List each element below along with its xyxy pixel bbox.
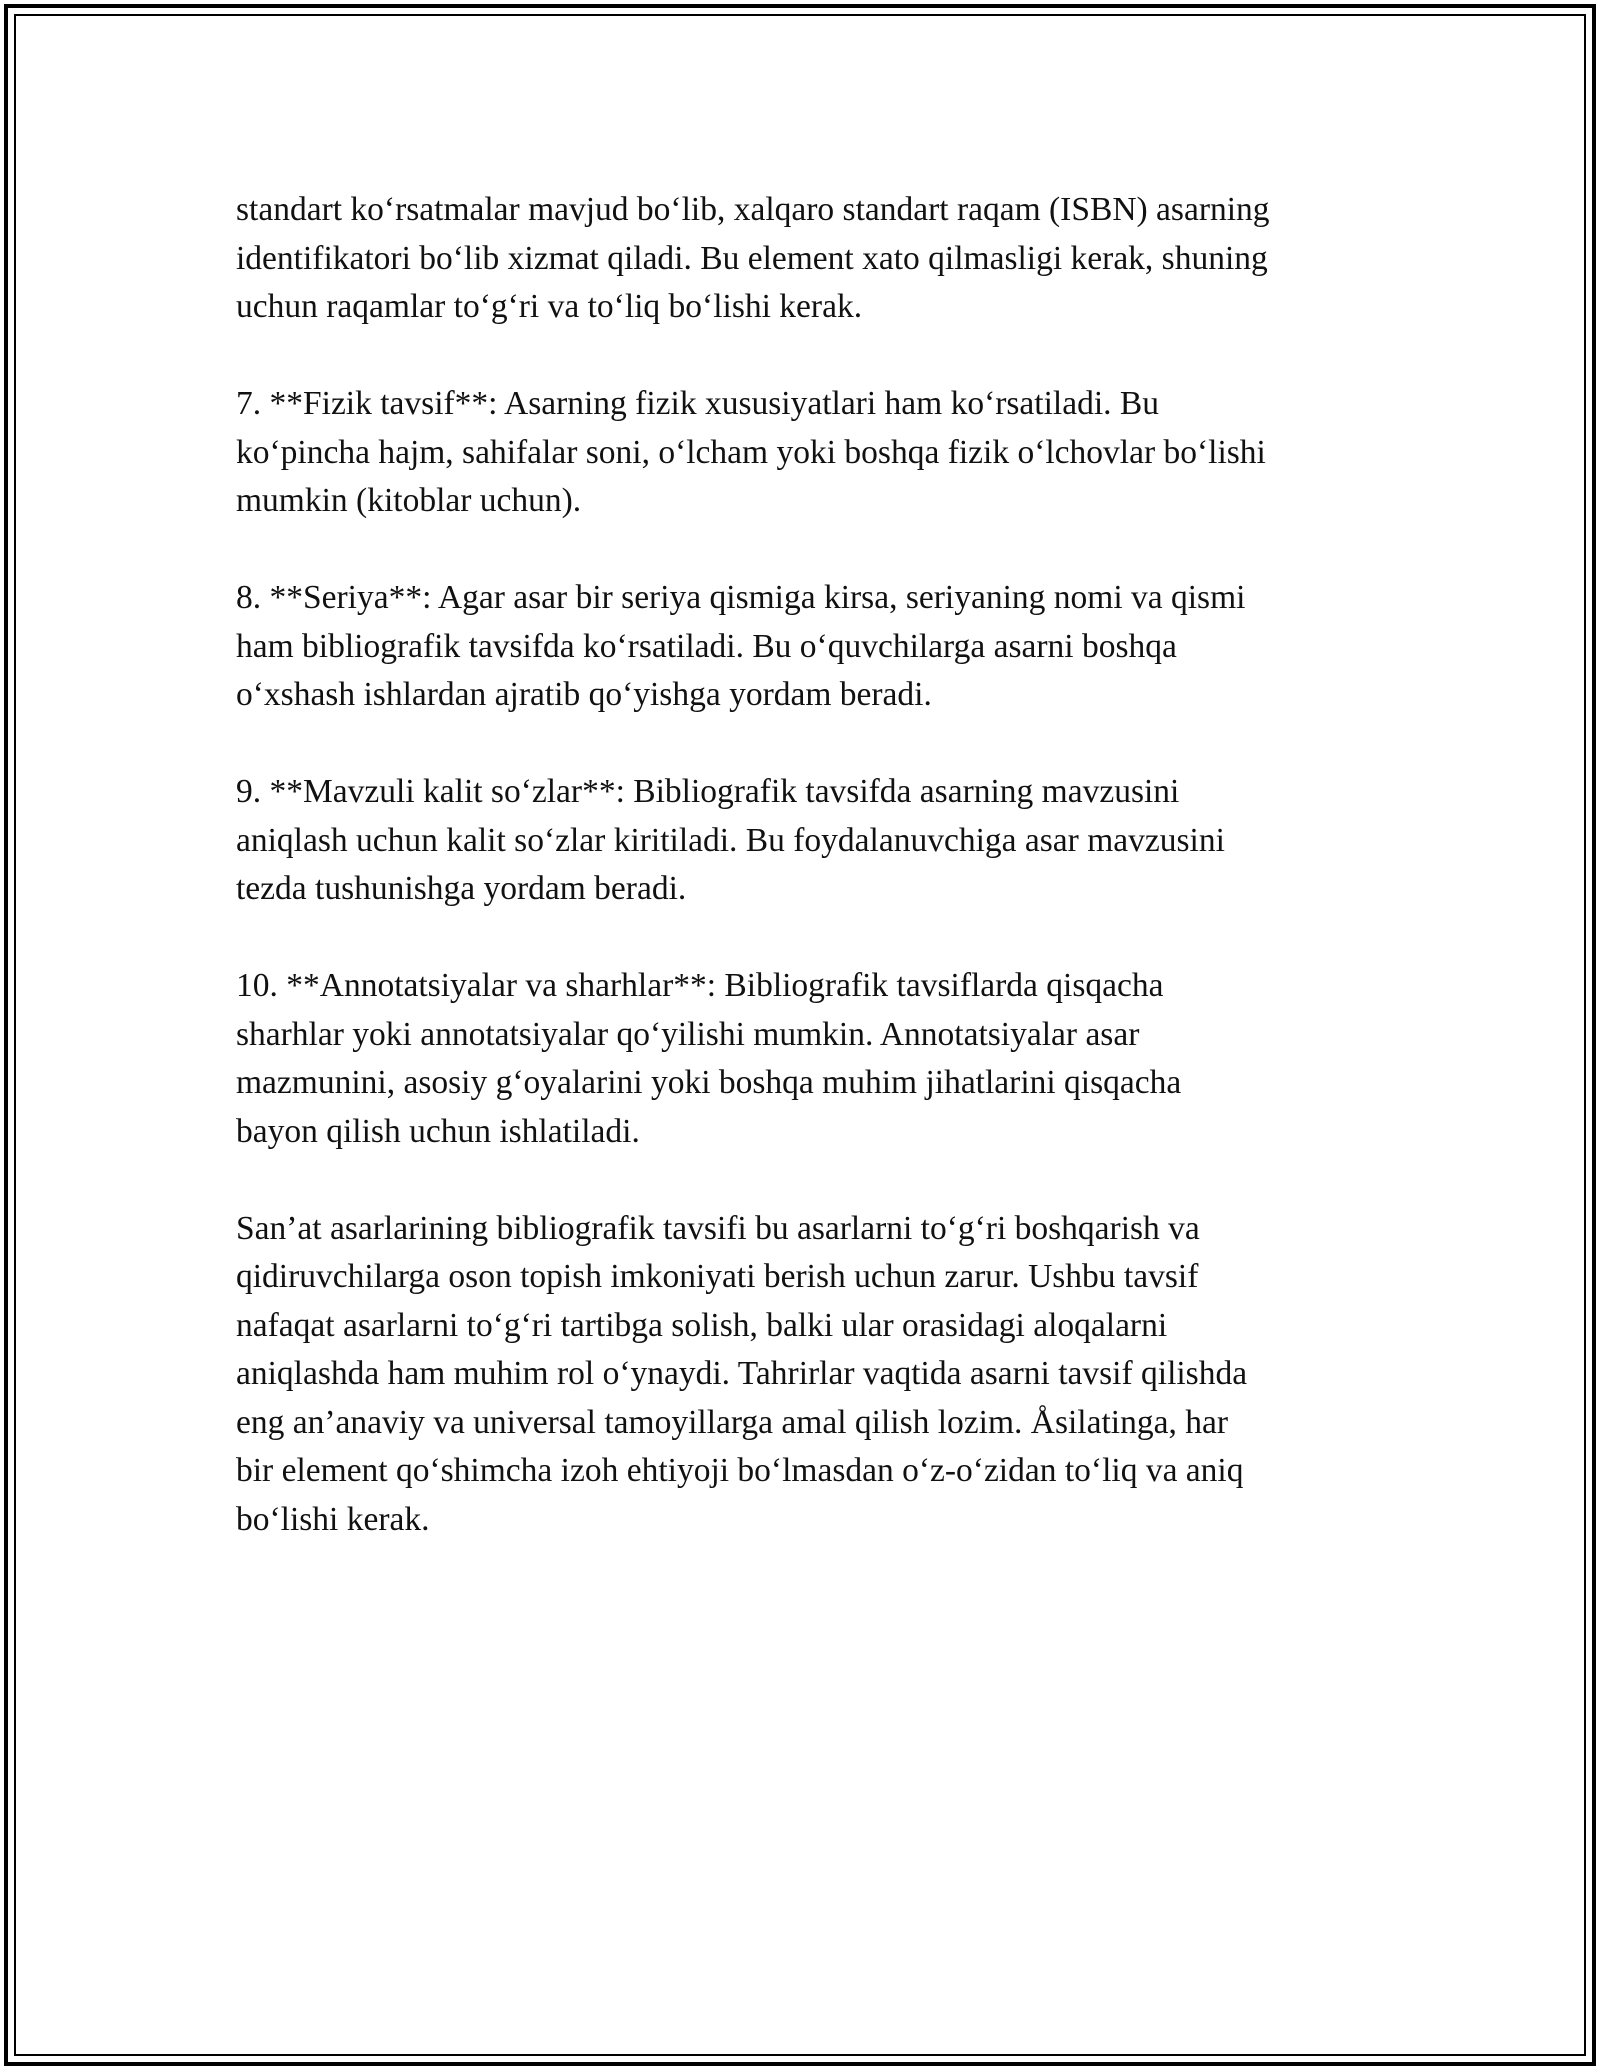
text-line: bo‘lishi kerak. <box>236 1500 430 1538</box>
text-line: 9. **Mavzuli kalit so‘zlar**: Bibliografik tavsifda asarning mavzusini <box>236 773 1180 810</box>
paragraph-item-10-annotations <box>236 962 1386 1156</box>
paragraph-isbn-continuation <box>236 186 1386 332</box>
text-line: 8. **Seriya**: Agar asar bir seriya qismiga kirsa, seriyaning nomi va qismi <box>236 579 1246 616</box>
text-line: identifikatori bo‘lib xizmat qiladi. Bu element xato qilmasligi kerak, shuning <box>236 239 1268 277</box>
paragraph-conclusion <box>236 1205 1386 1545</box>
text-line: aniqlash uchun kalit so‘zlar kiritiladi. Bu foydalanuvchiga asar mavzusini <box>236 821 1225 859</box>
text-line: mazmunini, asosiy g‘oyalarini yoki boshqa muhim jihatlarini qisqacha <box>236 1064 1182 1101</box>
text-line: 10. **Annotatsiyalar va sharhlar**: Bibliografik tavsiflarda qisqacha <box>236 967 1164 1004</box>
text-line: mumkin (kitoblar uchun). <box>236 482 582 519</box>
text-line: uchun raqamlar to‘g‘ri va to‘liq bo‘lishi kerak. <box>236 288 863 325</box>
paragraph-item-9-keywords <box>236 768 1386 914</box>
text-line: ham bibliografik tavsifda ko‘rsatiladi. Bu o‘quvchilarga asarni boshqa <box>236 627 1177 665</box>
text-line: aniqlashda ham muhim rol o‘ynaydi. Tahrirlar vaqtida asarni tavsif qilishda <box>236 1355 1248 1392</box>
text-line: tezda tushunishga yordam beradi. <box>236 870 687 907</box>
text-line: bayon qilish uchun ishlatiladi. <box>236 1112 640 1150</box>
text-line: o‘xshash ishlardan ajratib qo‘yishga yordam beradi. <box>236 676 932 713</box>
text-line: qidiruvchilarga oson topish imkoniyati berish uchun zarur. Ushbu tavsif <box>236 1258 1199 1295</box>
text-line: standart ko‘rsatmalar mavjud bo‘lib, xalqaro standart raqam (ISBN) asarning <box>236 191 1270 228</box>
text-line: eng an’anaviy va universal tamoyillarga amal qilish lozim. Åsilatinga, har <box>236 1403 1228 1441</box>
text-line: ko‘pincha hajm, sahifalar soni, o‘lcham yoki boshqa fizik o‘lchovlar bo‘lishi <box>236 433 1266 471</box>
text-line: bir element qo‘shimcha izoh ehtiyoji bo‘lmasdan o‘z-o‘zidan to‘liq va aniq <box>236 1452 1244 1489</box>
paragraph-item-7-physical-description <box>236 380 1386 526</box>
document-body <box>236 186 1386 1593</box>
text-line: 7. **Fizik tavsif**: Asarning fizik xususiyatlari ham ko‘rsatiladi. Bu <box>236 385 1159 422</box>
text-line: nafaqat asarlarni to‘g‘ri tartibga solish, balki ular orasidagi aloqalarni <box>236 1306 1168 1344</box>
text-line: sharhlar yoki annotatsiyalar qo‘yilishi mumkin. Annotatsiyalar asar <box>236 1015 1140 1053</box>
text-line: San’at asarlarining bibliografik tavsifi bu asarlarni to‘g‘ri boshqarish va <box>236 1209 1200 1247</box>
paragraph-item-8-series <box>236 574 1386 720</box>
